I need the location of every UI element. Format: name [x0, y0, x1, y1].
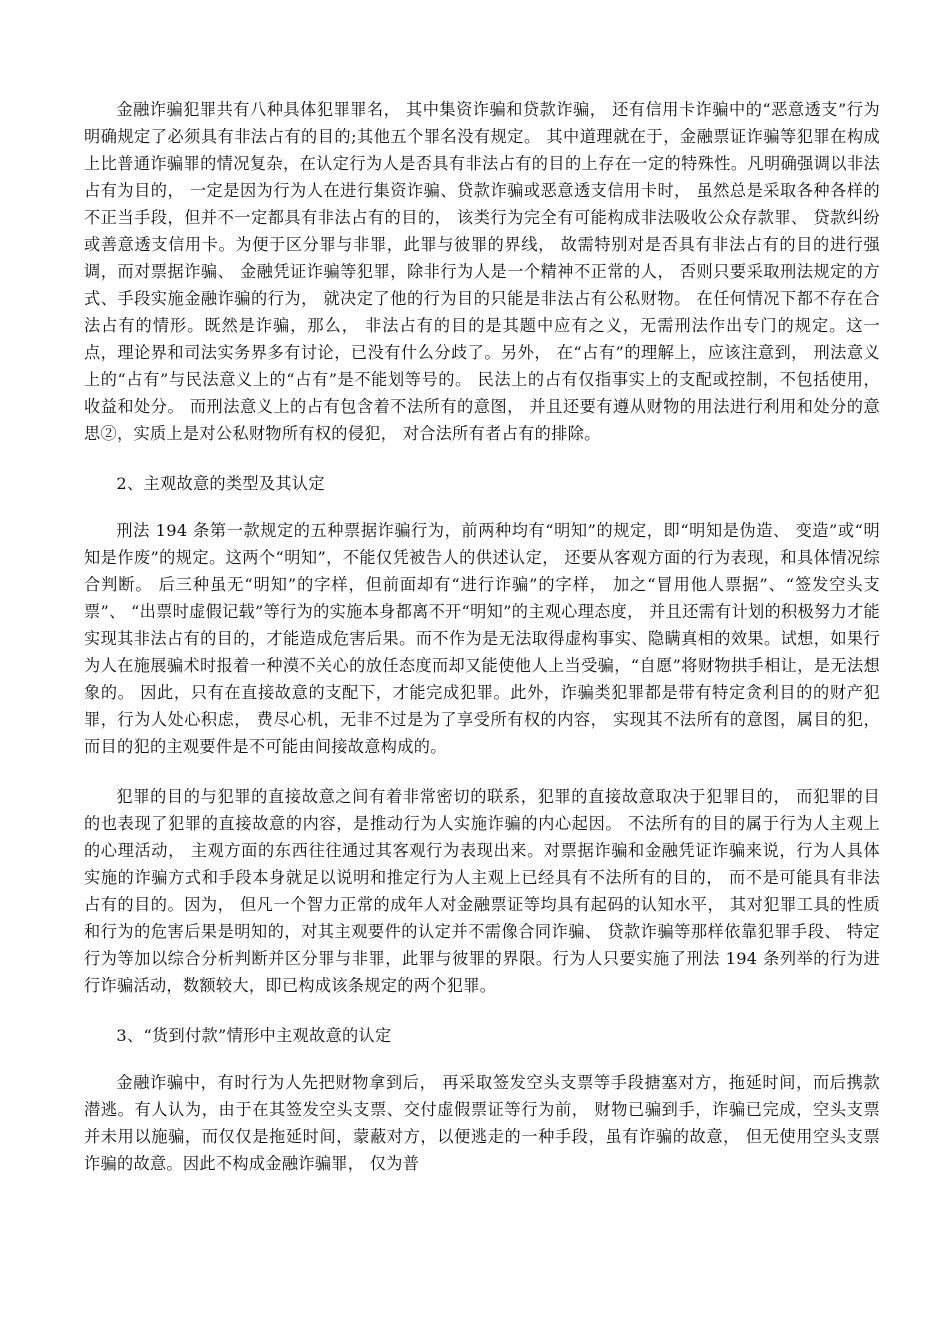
paragraph-cash-on-delivery: 金融诈骗中，有时行为人先把财物拿到后， 再采取签发空头支票等手段搪塞对方，拖延时间，而后携款潜逃。有人认为，由于在其签发空头支票、交付虚假票证等行为前， 财物已骗到手，诈骗已完成，空头支票并未用以施骗，而仅仅是拖延时间，蒙蔽对方，以便逃走的一种手段，虽有诈骗的故意， 但无使用空头支票诈骗的故意。因此不构成金融诈骗罪， 仅为普	[84, 1073, 880, 1173]
section-heading-2: 2、主观故意的类型及其认定	[116, 474, 325, 493]
document-page	[84, 96, 880, 1177]
paragraph-illegal-possession: 金融诈骗犯罪共有八种具体犯罪罪名， 其中集资诈骗和贷款诈骗， 还有信用卡诈骗中的“恶意透支”行为明确规定了必须具有非法占有的目的;其他五个罪名没有规定。 其中道理就在于，金融票证诈骗等犯罪在构成上比普通诈骗罪的情况复杂，在认定行为人是否具有非法占有的目的上存在一定的特殊性。凡明确强调以非法占有为目的， 一定是因为行为人在进行集资诈骗、贷款诈骗或恶意透支信用卡时， 虽然总是采取各种各样的不正当手段，但并不一定都具有非法占有的目的， 该类行为完全有可能构成非法吸收公众存款罪、 贷款纠纷或善意透支信用卡。为便于区分罪与非罪，此罪与彼罪的界线， 故需特别对是否具有非法占有的目的进行强调，而对票据诈骗、 金融凭证诈骗等犯罪，除非行为人是一个精神不正常的人， 否则只要采取刑法规定的方式、手段实施金融诈骗的行为， 就决定了他的行为目的只能是非法占有公私财物。 在任何情况下都不存在合法占有的情形。既然是诈骗，那么， 非法占有的目的是其题中应有之义，无需刑法作出专门的规定。这一点，理论界和司法实务界多有讨论，已没有什么分歧了。另外， 在“占有”的理解上，应该注意到， 刑法意义上的“占有”与民法意义上的“占有”是不能划等号的。 民法上的占有仅指事实上的支配或控制，不包括使用，收益和处分。 而刑法意义上的占有包含着不法所有的意图， 并且还要有遵从财物的用法进行利用和处分的意思②，实质上是对公私财物所有权的侵犯， 对合法所有者占有的排除。	[84, 100, 880, 443]
paragraph-purpose-and-intent: 犯罪的目的与犯罪的直接故意之间有着非常密切的联系，犯罪的直接故意取决于犯罪目的， 而犯罪的目的也表现了犯罪的直接故意的内容，是推动行为人实施诈骗的内心起因。 不法所有的目的属于行为人主观上的心理活动， 主观方面的东西往往通过其客观行为表现出来。对票据诈骗和金融凭证诈骗来说，行为人具体实施的诈骗方式和手段本身就足以说明和推定行为人主观上已经具有不法所有的目的， 而不是可能具有非法占有的目的。因为， 但凡一个智力正常的成年人对金融票证等均具有起码的认知水平， 其对犯罪工具的性质和行为的危害后果是明知的，对其主观要件的认定并不需像合同诈骗、 贷款诈骗等那样依靠犯罪手段、 特定行为等加以综合分析判断并区分罪与非罪，此罪与彼罪的界限。行为人只要实施了刑法 194 条列举的行为进行诈骗活动，数额较大，即已构成该条规定的两个犯罪。	[84, 787, 880, 995]
paragraph-bill-fraud-knowledge: 刑法 194 条第一款规定的五种票据诈骗行为，前两种均有“明知”的规定，即“明知是伪造、 变造”或“明知是作废”的规定。这两个“明知”，不能仅凭被告人的供述认定， 还要从客观方面的行为表现，和具体情况综合判断。 后三种虽无“明知”的字样，但前面却有“进行诈骗”的字样， 加之“冒用他人票据”、“签发空头支票”、 “出票时虚假记载”等行为的实施本身都离不开“明知”的主观心理态度， 并且还需有计划的积极努力才能实现其非法占有的目的，才能造成危害后果。而不作为是无法取得虚构事实、隐瞒真相的效果。试想，如果行为人在施展骗术时报着一种漠不关心的放任态度而却又能使他人上当受骗，“自愿”将财物拱手相让，是无法想象的。 因此，只有在直接故意的支配下，才能完成犯罪。此外，诈骗类犯罪都是带有特定贪利目的的财产犯罪，行为人处心积虑， 费尽心机，无非不过是为了享受所有权的内容， 实现其不法所有的意图，属目的犯， 而目的犯的主观要件是不可能由间接故意构成的。	[84, 521, 880, 756]
section-heading-3: 3、“货到付款”情形中主观故意的认定	[116, 1026, 392, 1045]
